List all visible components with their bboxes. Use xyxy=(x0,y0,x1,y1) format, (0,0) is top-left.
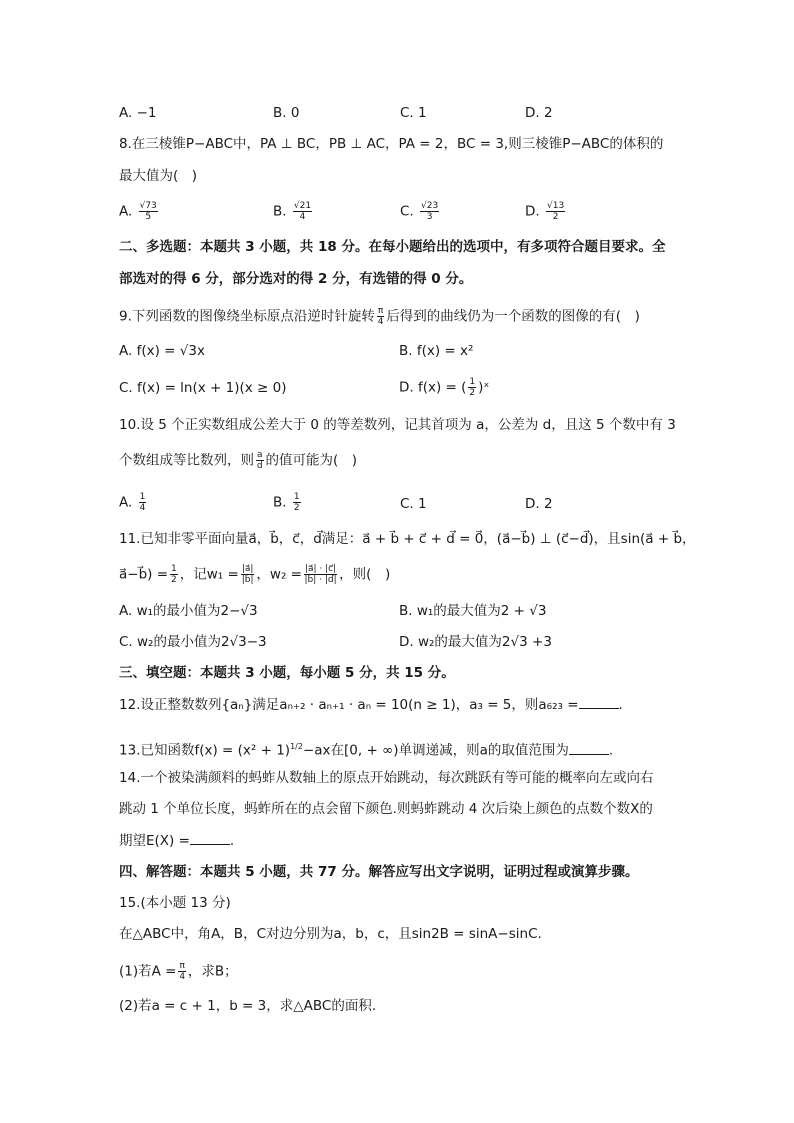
q9-option-b: B. f(x) = x² xyxy=(399,343,474,359)
q14-answer-blank[interactable] xyxy=(190,832,230,845)
q12-stem: 12.设正整数数列{aₙ}满足aₙ₊₂ · aₙ₊₁ · aₙ = 10(n ≥ 1)，a₃ = 5，则a₆₂₃ = . xyxy=(119,697,623,713)
q12-answer-blank[interactable] xyxy=(579,696,619,709)
q8-stem-line2: 最大值为( ) xyxy=(119,168,198,184)
q14-stem-line1: 14.一个被染满颜料的蚂蚱从数轴上的原点开始跳动，每次跳跃有等可能的概率向左或向右 xyxy=(119,770,654,786)
q9-option-c: C. f(x) = ln(x + 1)(x ≥ 0) xyxy=(119,380,287,396)
q8-option-b: B. $\frac{√21}{4}$ xyxy=(273,201,312,222)
q10-option-d: D. 2 xyxy=(525,496,553,512)
q15-part2: (2)若a = c + 1，b = 3，求△ABC的面积. xyxy=(119,998,377,1014)
q8-option-d: D. $\frac{√13}{2}$ xyxy=(525,201,565,222)
section3-heading: 三、填空题：本题共 3 小题，每小题 5 分，共 15 分。 xyxy=(119,665,455,681)
q9-stem: 9.下列函数的图像绕坐标原点沿逆时针旋转 $\frac{\pi}{4}$ 后得到的曲线仍为一个函数的图像的有( ) xyxy=(119,306,640,327)
q13-answer-blank[interactable] xyxy=(569,742,609,755)
q15-stem: 在△ABC中，角A，B，C对边分别为a，b，c，且sin2B = sinA−sinC. xyxy=(119,926,542,942)
q9-option-d: D. f(x) = ( $\frac{1}{2}$ )ˣ xyxy=(399,377,490,398)
q7-option-d: D. 2 xyxy=(525,105,553,121)
section4-heading: 四、解答题：本题共 5 小题，共 77 分。解答应写出文字说明，证明过程或演算步骤。 xyxy=(119,864,639,880)
q9-option-a: A. f(x) = √3x xyxy=(119,343,205,359)
q8-option-c: C. $\frac{√23}{3}$ xyxy=(400,201,439,222)
q10-stem-line1: 10.设 5 个正实数组成公差大于 0 的等差数列，记其首项为 a，公差为 d，且这 5 个数中有 3 xyxy=(119,417,676,433)
q8-stem-line1: 8.在三棱锥P−ABC中，PA ⊥ BC，PB ⊥ AC，PA = 2，BC = 3,则三棱锥P−ABC的体积的 xyxy=(119,136,664,152)
section2-heading-line2: 部选对的得 6 分，部分选对的得 2 分，有选错的得 0 分。 xyxy=(119,271,473,287)
q7-option-c: C. 1 xyxy=(400,105,427,121)
q10-option-c: C. 1 xyxy=(400,496,427,512)
q10-option-a: A. $\frac{1}{4}$ xyxy=(119,492,146,513)
q11-stem-line1: 11.已知非零平面向量a⃗，b⃗，c⃗，d⃗满足：a⃗ + b⃗ + c⃗ + d⃗ = 0⃗，(a⃗−b⃗) ⊥ (c⃗−d⃗)，且sin(a⃗ + b⃗， xyxy=(119,531,696,547)
q11-option-a: A. w₁的最小值为2−√3 xyxy=(119,603,258,619)
q10-option-b: B. $\frac{1}{2}$ xyxy=(273,492,300,513)
q14-stem-line2: 跳动 1 个单位长度，蚂蚱所在的点会留下颜色.则蚂蚱跳动 4 次后染上颜色的点数个数X的 xyxy=(119,801,653,817)
q11-option-d: D. w₂的最大值为2√3 +3 xyxy=(399,634,552,650)
q11-option-c: C. w₂的最小值为2√3−3 xyxy=(119,634,267,650)
q11-stem-line2: a⃗−b⃗) = $\frac{1}{2}$ ，记w₁ = $\frac{|a⃗|}{|b⃗|}$ ，w₂ = $\frac{|a⃗| \cdot |c⃗|}{|b⃗| \cdot |d⃗|}$ ，则( ) xyxy=(119,564,391,585)
q14-stem-line3: 期望E(X) = . xyxy=(119,833,235,849)
q13-stem: 13.已知函数$f(x) = (x^2 + 1)^{1/2}-ax$在[0, + ∞)单调递减，则a的取值范围为 . xyxy=(119,742,614,759)
q15-part1: (1)若A = $\frac{\pi}{4}$ ，求B； xyxy=(119,961,238,982)
q8-option-a: A. $\frac{√73}{5}$ xyxy=(119,201,157,222)
q7-option-b: B. 0 xyxy=(273,105,300,121)
q11-option-b: B. w₁的最大值为2 + √3 xyxy=(399,603,547,619)
q15-heading: 15.(本小题 13 分) xyxy=(119,895,231,911)
q7-option-a: A. −1 xyxy=(119,105,157,121)
q10-stem-line2: 个数组成等比数列，则 $\frac{a}{d}$ 的值可能为( ) xyxy=(119,450,358,471)
section2-heading-line1: 二、多选题：本题共 3 小题，共 18 分。在每小题给出的选项中，有多项符合题目要求。全 xyxy=(119,239,666,255)
